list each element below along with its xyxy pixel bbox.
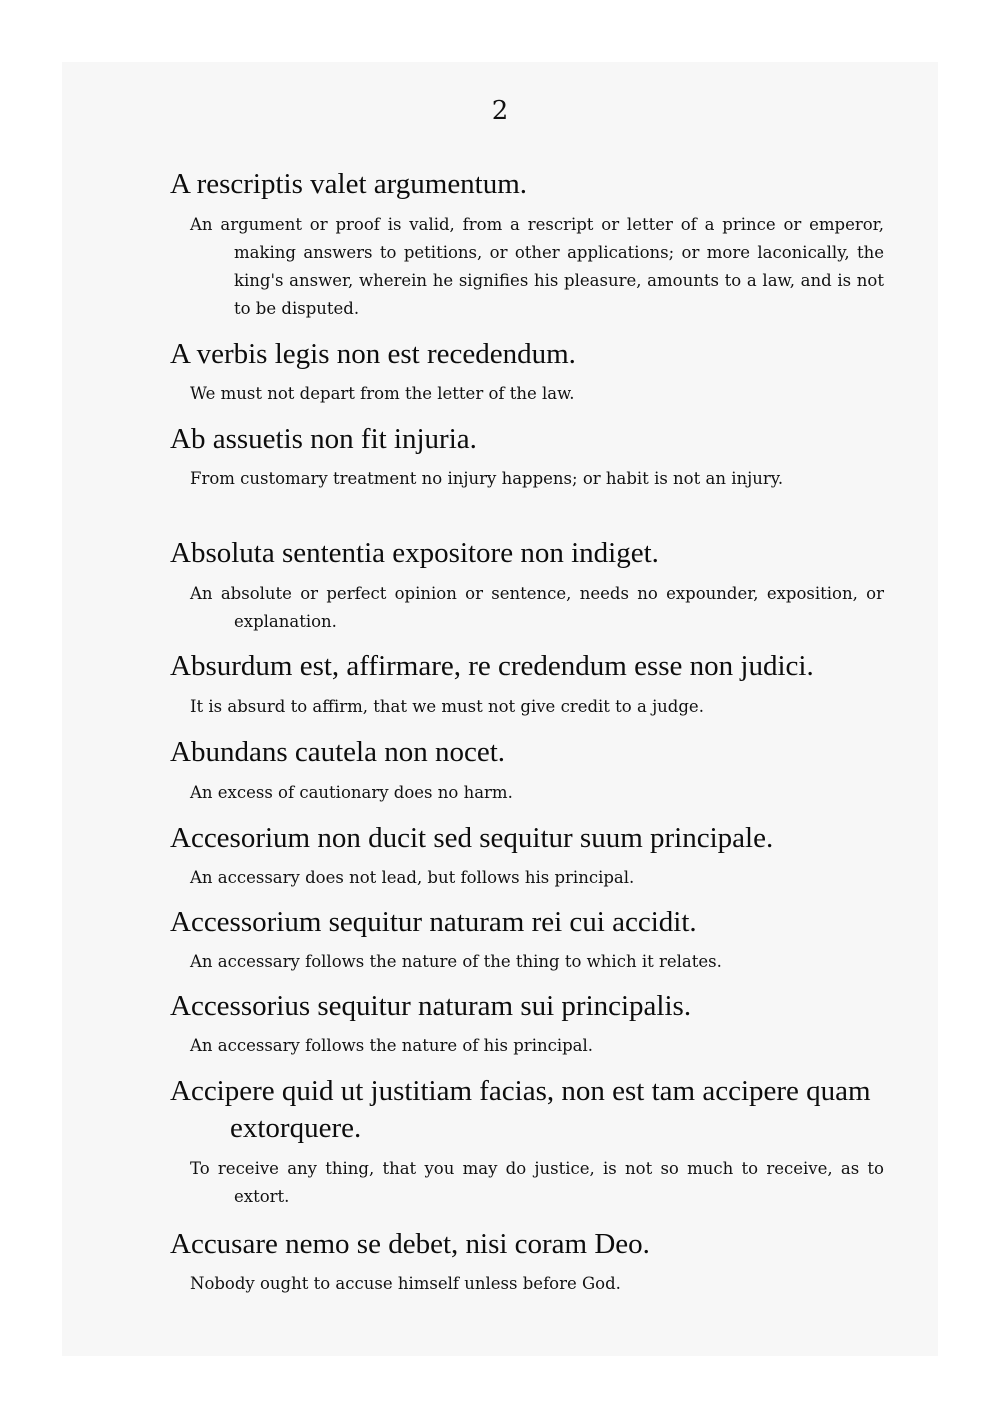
maxim-heading: Accusare nemo se debet, nisi coram Deo.: [170, 1228, 650, 1260]
maxim-heading: A rescriptis valet argumentum.: [170, 168, 528, 200]
maxim-translation: An absolute or perfect opinion or sentence, needs no expounder, exposition, or explanation.: [190, 584, 884, 631]
maxim-heading: Absurdum est, affirmare, re credendum esse non judici.: [170, 650, 814, 682]
maxim-translation: An accessary does not lead, but follows his principal.: [190, 868, 635, 887]
maxim-heading: Ab assuetis non fit injuria.: [170, 423, 477, 455]
maxim-translation: Nobody ought to accuse himself unless before God.: [190, 1274, 621, 1293]
maxim-heading: Accesorium non ducit sed sequitur suum principale.: [170, 822, 774, 854]
maxim-heading: Absoluta sententia expositore non indiget.: [170, 537, 659, 569]
maxim-translation: An excess of cautionary does no harm.: [190, 783, 513, 802]
maxim-translation: We must not depart from the letter of the law.: [190, 384, 575, 403]
maxim-heading: Accipere quid ut justitiam facias, non est tam accipere quam extorquere.: [170, 1075, 871, 1144]
maxim-translation: An accessary follows the nature of the thing to which it relates.: [190, 952, 722, 971]
page-number: 2: [491, 96, 509, 126]
maxim-translation: To receive any thing, that you may do justice, is not so much to receive, as to extort.: [190, 1159, 884, 1206]
maxim-heading: Accessorius sequitur naturam sui principalis.: [170, 990, 692, 1022]
maxim-translation: It is absurd to affirm, that we must not give credit to a judge.: [190, 697, 704, 716]
maxim-translation: An accessary follows the nature of his principal.: [190, 1036, 594, 1055]
maxim-translation: An argument or proof is valid, from a rescript or letter of a prince or emperor, making answers to petitions, or other applications; or more laconically, the king's answer, wherein he signifies his pleasure, amounts to a law, and is not to be disputed.: [190, 215, 884, 318]
maxim-heading: Accessorium sequitur naturam rei cui accidit.: [170, 906, 697, 938]
maxim-heading: Abundans cautela non nocet.: [170, 736, 506, 768]
maxim-translation: From customary treatment no injury happens; or habit is not an injury.: [190, 469, 784, 488]
maxim-heading: A verbis legis non est recedendum.: [170, 338, 576, 370]
